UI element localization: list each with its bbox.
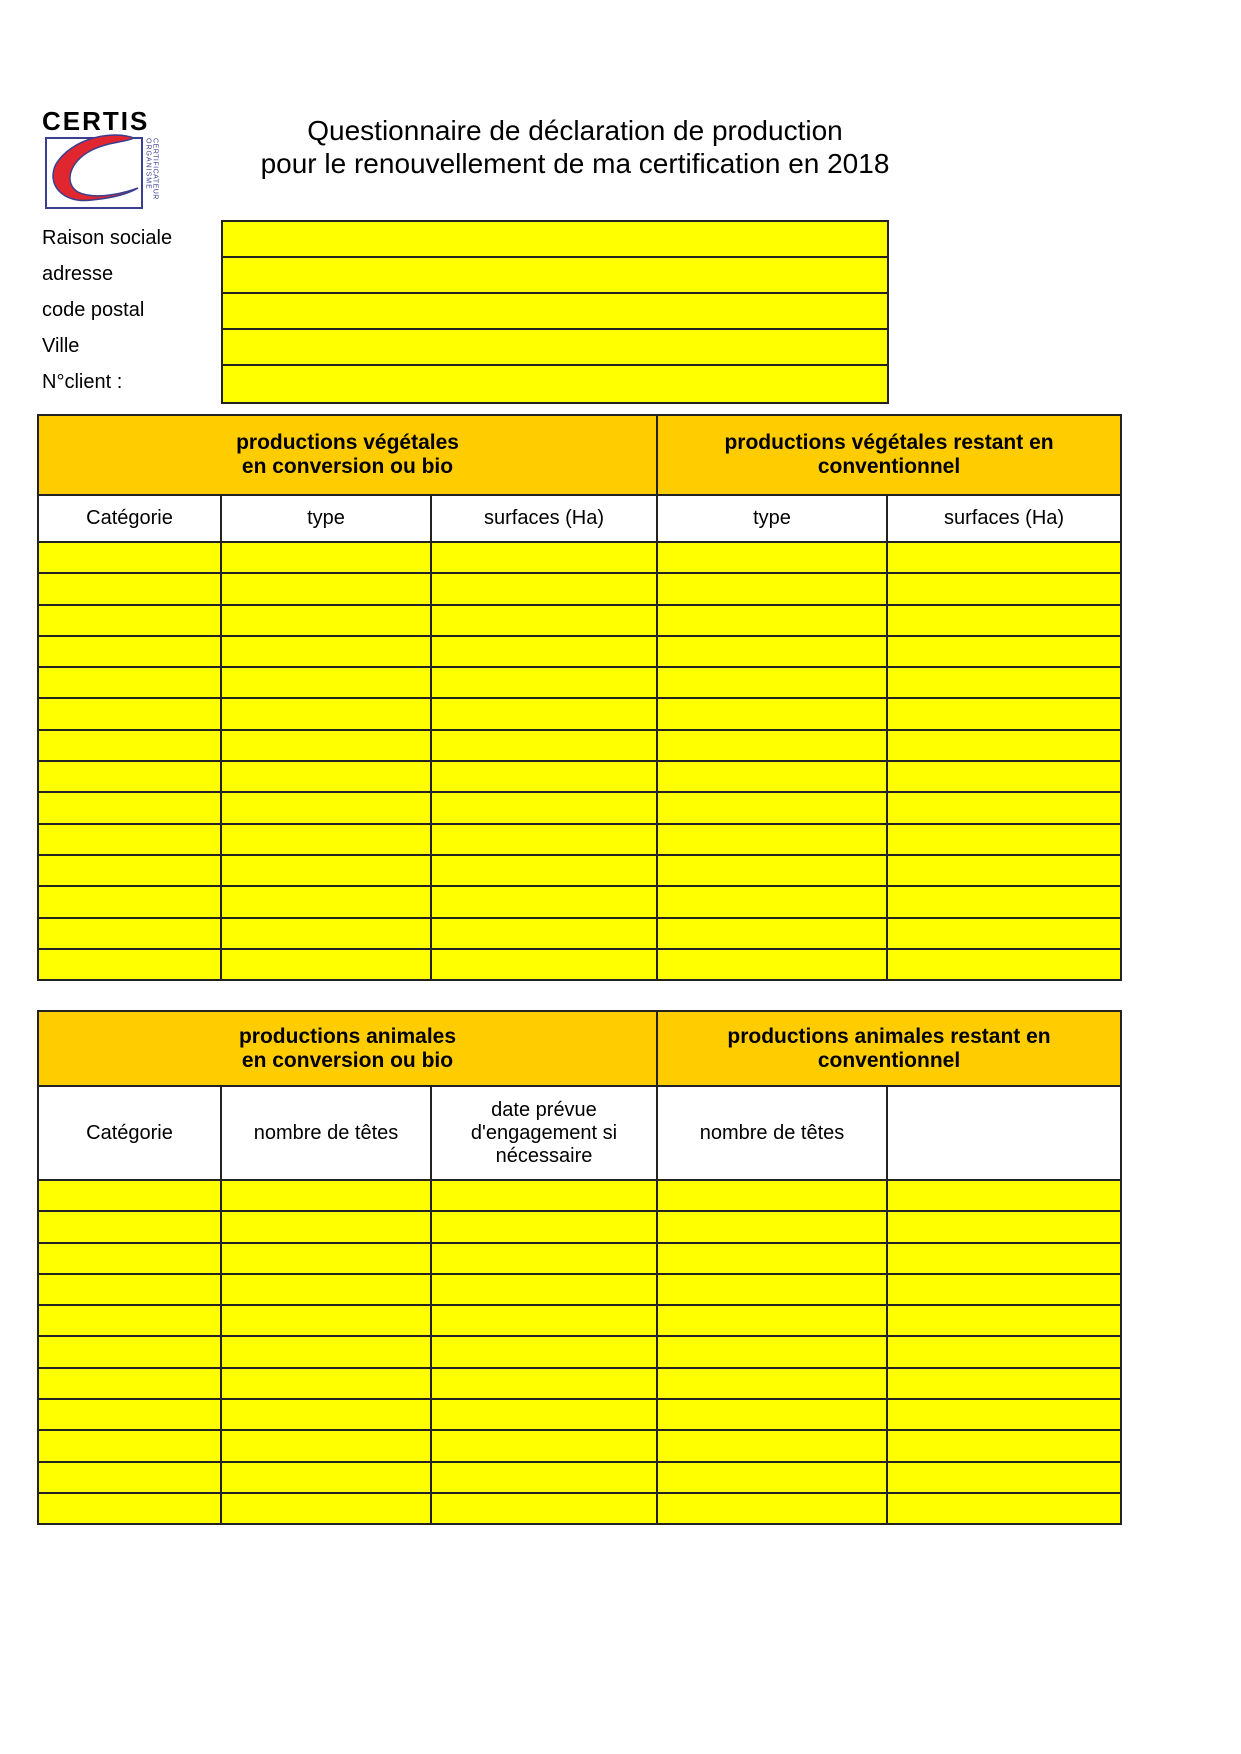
input-cell[interactable]: [38, 1243, 221, 1274]
table-row: [38, 605, 1121, 636]
input-cell[interactable]: [221, 949, 431, 980]
input-cell[interactable]: [887, 949, 1121, 980]
input-cell[interactable]: [221, 667, 431, 698]
column-header-nombre-tetes: [221, 1086, 431, 1180]
vegetal-table-body: [38, 542, 1121, 980]
input-cell[interactable]: [431, 1493, 657, 1524]
input-cell[interactable]: [38, 1430, 221, 1461]
vegetal-productions-table: [37, 414, 1122, 981]
group-header-animal-bio: [38, 1011, 657, 1086]
input-cell[interactable]: [38, 542, 221, 573]
input-cell[interactable]: [221, 1305, 431, 1336]
input-cell[interactable]: [657, 761, 887, 792]
input-cell[interactable]: [657, 698, 887, 729]
table-row: [38, 918, 1121, 949]
table-row: [38, 824, 1121, 855]
input-cell[interactable]: [887, 605, 1121, 636]
input-cell[interactable]: [887, 1243, 1121, 1274]
input-cell[interactable]: [38, 698, 221, 729]
input-cell[interactable]: [221, 542, 431, 573]
input-cell[interactable]: [431, 636, 657, 667]
input-cell[interactable]: [38, 1274, 221, 1305]
table-row: [38, 761, 1121, 792]
input-cell[interactable]: [887, 918, 1121, 949]
input-cell[interactable]: [221, 636, 431, 667]
input-cell[interactable]: [657, 886, 887, 917]
input-cell[interactable]: [38, 792, 221, 823]
column-header-empty: [887, 1086, 1121, 1180]
column-header-line: nombre de têtes: [699, 1121, 845, 1144]
svg-text:CERTIS: CERTIS: [42, 108, 150, 136]
input-cell[interactable]: [657, 824, 887, 855]
input-cell[interactable]: [657, 1274, 887, 1305]
input-cell[interactable]: [887, 1211, 1121, 1242]
column-header-categorie: [38, 1086, 221, 1180]
label-adresse: adresse: [42, 263, 114, 285]
animal-table-body: [38, 1180, 1121, 1524]
input-cell[interactable]: [887, 698, 1121, 729]
input-cell[interactable]: [38, 636, 221, 667]
input-cell[interactable]: [431, 886, 657, 917]
input-cell[interactable]: [38, 1493, 221, 1524]
input-cell[interactable]: [431, 1305, 657, 1336]
input-cell[interactable]: [887, 1305, 1121, 1336]
code-postal-field[interactable]: [223, 294, 887, 330]
input-cell[interactable]: [887, 792, 1121, 823]
input-cell[interactable]: [221, 1493, 431, 1524]
input-cell[interactable]: [221, 573, 431, 604]
input-cell[interactable]: [431, 824, 657, 855]
table-row: [38, 573, 1121, 604]
input-cell[interactable]: [431, 855, 657, 886]
column-header-surfaces: surfaces (Ha): [431, 495, 657, 542]
input-cell[interactable]: [657, 1211, 887, 1242]
input-cell[interactable]: [657, 1180, 887, 1211]
input-cell[interactable]: [38, 855, 221, 886]
input-cell[interactable]: [657, 1493, 887, 1524]
group-header-line: en conversion ou bio: [241, 1048, 454, 1072]
table-row: [38, 1430, 1121, 1461]
group-header-line: productions animales restant en: [727, 1024, 1051, 1048]
column-header-nombre-tetes-conv: [657, 1086, 887, 1180]
input-cell[interactable]: [221, 886, 431, 917]
input-cell[interactable]: [887, 1336, 1121, 1367]
input-cell[interactable]: [38, 1368, 221, 1399]
input-cell[interactable]: [887, 1430, 1121, 1461]
input-cell[interactable]: [221, 1243, 431, 1274]
input-cell[interactable]: [38, 824, 221, 855]
group-header-line: conventionnel: [817, 1048, 961, 1072]
input-cell[interactable]: [431, 792, 657, 823]
raison-sociale-field[interactable]: [223, 222, 887, 258]
label-ville: Ville: [42, 335, 80, 357]
input-cell[interactable]: [38, 730, 221, 761]
input-cell[interactable]: [221, 698, 431, 729]
column-header-line: Catégorie: [86, 1121, 173, 1144]
input-cell[interactable]: [221, 1211, 431, 1242]
input-cell[interactable]: [657, 605, 887, 636]
input-cell[interactable]: [221, 1399, 431, 1430]
input-cell[interactable]: [657, 1336, 887, 1367]
table-row: [38, 730, 1121, 761]
column-header-line: d'engagement si: [470, 1121, 618, 1144]
input-cell[interactable]: [221, 1368, 431, 1399]
input-cell[interactable]: [657, 1305, 887, 1336]
input-cell[interactable]: [221, 1336, 431, 1367]
certis-logo: [42, 108, 160, 212]
input-cell[interactable]: [38, 1305, 221, 1336]
input-cell[interactable]: [221, 1180, 431, 1211]
input-cell[interactable]: [431, 542, 657, 573]
input-cell[interactable]: [221, 761, 431, 792]
input-cell[interactable]: [38, 605, 221, 636]
group-header-line: productions végétales: [236, 431, 459, 454]
input-cell[interactable]: [887, 573, 1121, 604]
input-cell[interactable]: [38, 1180, 221, 1211]
table-row: [38, 949, 1121, 980]
input-cell[interactable]: [221, 918, 431, 949]
label-code-postal: code postal: [42, 299, 145, 321]
input-cell[interactable]: [431, 761, 657, 792]
input-cell[interactable]: [431, 1336, 657, 1367]
table-row: [38, 1305, 1121, 1336]
group-header-vegetal-conventionnel: [657, 415, 1121, 495]
input-cell[interactable]: [38, 761, 221, 792]
input-cell[interactable]: [887, 761, 1121, 792]
input-cell[interactable]: [431, 1180, 657, 1211]
input-cell[interactable]: [887, 667, 1121, 698]
input-cell[interactable]: [657, 949, 887, 980]
input-cell[interactable]: [887, 886, 1121, 917]
input-cell[interactable]: [221, 855, 431, 886]
form-labels: [42, 220, 172, 400]
input-cell[interactable]: [38, 1399, 221, 1430]
input-cell[interactable]: [887, 636, 1121, 667]
input-cell[interactable]: [221, 824, 431, 855]
title-line-1: Questionnaire de déclaration de production: [307, 115, 843, 146]
table-row: [38, 698, 1121, 729]
input-cell[interactable]: [657, 1243, 887, 1274]
input-cell[interactable]: [431, 1211, 657, 1242]
input-cell[interactable]: [887, 1462, 1121, 1493]
column-header-date-engagement: [431, 1086, 657, 1180]
group-header-line: conventionnel: [817, 455, 961, 478]
input-cell[interactable]: [657, 855, 887, 886]
svg-text:ORGANISME: ORGANISME: [144, 138, 152, 190]
input-cell[interactable]: [431, 1399, 657, 1430]
input-cell[interactable]: [431, 1462, 657, 1493]
input-cell[interactable]: [38, 1462, 221, 1493]
input-cell[interactable]: [221, 1274, 431, 1305]
table-row: [38, 855, 1121, 886]
input-cell[interactable]: [38, 918, 221, 949]
input-cell[interactable]: [657, 1368, 887, 1399]
input-cell[interactable]: [657, 918, 887, 949]
certis-logo-icon: [42, 108, 160, 212]
table-row: [38, 1399, 1121, 1430]
input-cell[interactable]: [887, 542, 1121, 573]
numero-client-field[interactable]: [223, 366, 887, 402]
title-line-2: pour le renouvellement de ma certification en 2018: [260, 148, 890, 179]
group-header-animal-conventionnel: [657, 1011, 1121, 1086]
page-title: [200, 114, 950, 180]
table-row: [38, 1368, 1121, 1399]
column-header-type-conv: type: [657, 495, 887, 542]
table-row: [38, 1211, 1121, 1242]
identification-form: [221, 220, 889, 404]
table-row: [38, 1243, 1121, 1274]
input-cell[interactable]: [887, 1399, 1121, 1430]
input-cell[interactable]: [887, 855, 1121, 886]
input-cell[interactable]: [431, 1368, 657, 1399]
input-cell[interactable]: [431, 918, 657, 949]
table-row: [38, 886, 1121, 917]
input-cell[interactable]: [887, 824, 1121, 855]
column-header-surfaces-conv: surfaces (Ha): [887, 495, 1121, 542]
input-cell[interactable]: [431, 1243, 657, 1274]
column-header-line: date prévue: [491, 1098, 597, 1121]
input-cell[interactable]: [221, 792, 431, 823]
group-header-line: productions végétales restant en: [724, 431, 1054, 454]
input-cell[interactable]: [221, 1462, 431, 1493]
input-cell[interactable]: [431, 730, 657, 761]
input-cell[interactable]: [221, 730, 431, 761]
ville-field[interactable]: [223, 330, 887, 366]
input-cell[interactable]: [657, 573, 887, 604]
input-cell[interactable]: [887, 1493, 1121, 1524]
input-cell[interactable]: [657, 730, 887, 761]
adresse-field[interactable]: [223, 258, 887, 294]
animal-productions-table: [37, 1010, 1122, 1525]
input-cell[interactable]: [221, 605, 431, 636]
input-cell[interactable]: [887, 1180, 1121, 1211]
input-cell[interactable]: [657, 1462, 887, 1493]
input-cell[interactable]: [657, 667, 887, 698]
svg-text:CERTIFICATEUR: CERTIFICATEUR: [151, 138, 159, 200]
table-row: [38, 792, 1121, 823]
input-cell[interactable]: [38, 667, 221, 698]
input-cell[interactable]: [657, 1399, 887, 1430]
table-row: [38, 1493, 1121, 1524]
table-row: [38, 1274, 1121, 1305]
table-row: [38, 542, 1121, 573]
input-cell[interactable]: [431, 573, 657, 604]
input-cell[interactable]: [887, 1368, 1121, 1399]
input-cell[interactable]: [38, 886, 221, 917]
input-cell[interactable]: [38, 1336, 221, 1367]
input-cell[interactable]: [431, 1430, 657, 1461]
input-cell[interactable]: [431, 667, 657, 698]
table-row: [38, 636, 1121, 667]
input-cell[interactable]: [657, 792, 887, 823]
input-cell[interactable]: [657, 636, 887, 667]
input-cell[interactable]: [431, 605, 657, 636]
group-header-line: productions animales: [238, 1024, 457, 1048]
input-cell[interactable]: [431, 949, 657, 980]
column-header-type: type: [221, 495, 431, 542]
column-header-line: nombre de têtes: [253, 1121, 399, 1144]
table-row: [38, 1336, 1121, 1367]
table-row: [38, 667, 1121, 698]
input-cell[interactable]: [431, 698, 657, 729]
label-numero-client: N°client :: [42, 371, 123, 393]
input-cell[interactable]: [38, 949, 221, 980]
column-header-categorie: Catégorie: [38, 495, 221, 542]
group-header-line: en conversion ou bio: [241, 455, 454, 478]
column-header-line: nécessaire: [495, 1144, 593, 1167]
input-cell[interactable]: [657, 542, 887, 573]
input-cell[interactable]: [38, 1211, 221, 1242]
input-cell[interactable]: [431, 1274, 657, 1305]
table-row: [38, 1462, 1121, 1493]
table-row: [38, 1180, 1121, 1211]
input-cell[interactable]: [887, 1274, 1121, 1305]
label-raison-sociale: Raison sociale: [42, 227, 173, 249]
group-header-vegetal-bio: [38, 415, 657, 495]
input-cell[interactable]: [887, 730, 1121, 761]
input-cell[interactable]: [38, 573, 221, 604]
input-cell[interactable]: [221, 1430, 431, 1461]
input-cell[interactable]: [657, 1430, 887, 1461]
